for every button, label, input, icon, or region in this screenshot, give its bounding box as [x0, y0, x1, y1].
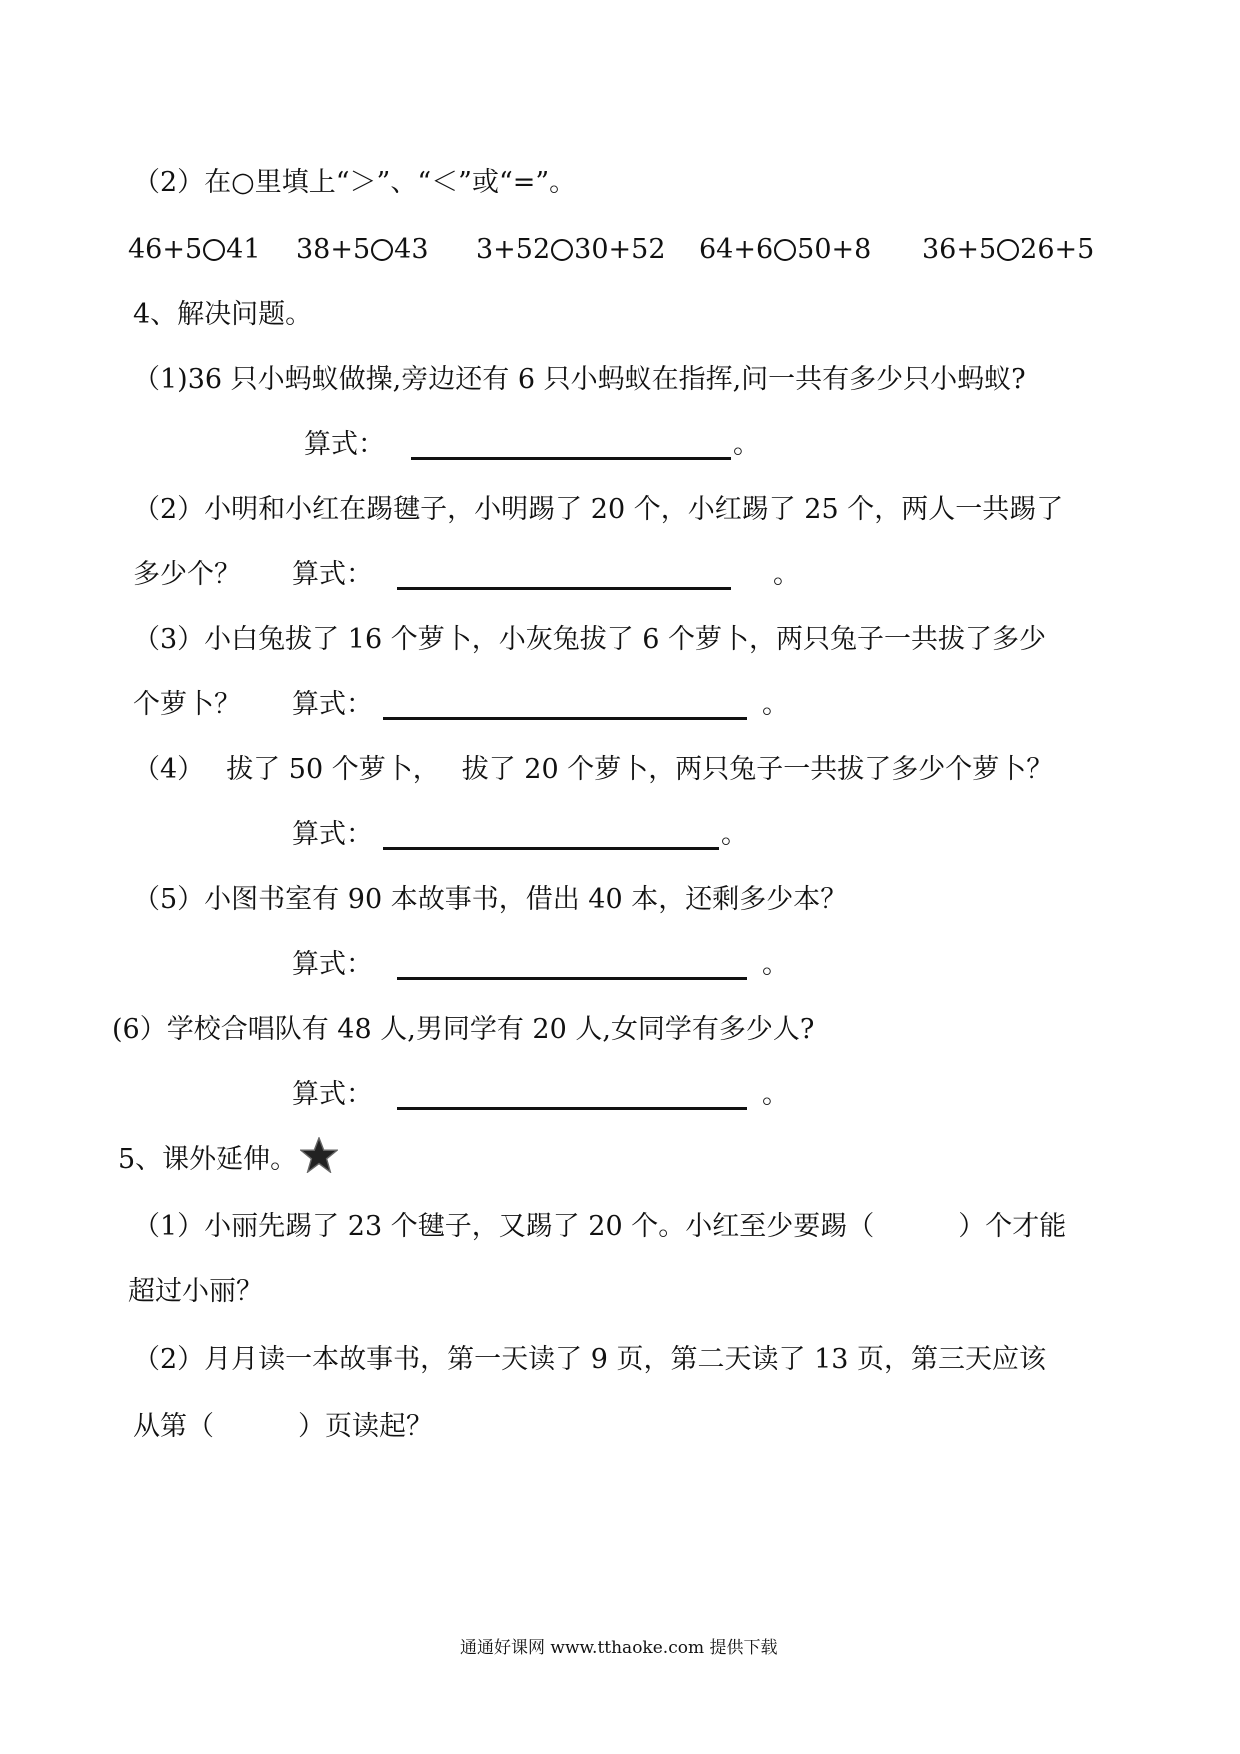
formula-period: 。 — [773, 559, 800, 590]
comparison-item: 3+52 30+52 — [476, 234, 666, 265]
section-heading-5: 5、课外延伸。 — [118, 1144, 298, 1175]
formula-answer-blank[interactable] — [397, 587, 731, 590]
comparison-item: 46+5 41 — [128, 234, 261, 265]
problem-1-text: （1)36 只小蚂蚁做操,旁边还有 6 只小蚂蚁在指挥,问一共有多少只小蚂蚁? — [133, 364, 1026, 395]
formula-label: 算式： — [292, 559, 373, 590]
problem-4-text: （4） 拔了 50 个萝卜， 拔了 20 个萝卜，两只兔子一共拔了多少个萝卜？ — [133, 754, 1054, 785]
answer-circle[interactable] — [371, 239, 393, 261]
problem-6-text: (6）学校合唱队有 48 人,男同学有 20 人,女同学有多少人? — [112, 1014, 815, 1045]
footer-text: 通通好课网 www.tthaoke.com 提供下载 — [460, 1638, 778, 1658]
formula-period: 。 — [762, 1079, 789, 1110]
problem-3-text-cont: 个萝卜？ — [133, 689, 241, 720]
answer-circle[interactable] — [551, 239, 573, 261]
formula-answer-blank[interactable] — [411, 457, 731, 460]
formula-label: 算式： — [292, 1079, 373, 1110]
formula-period: 。 — [762, 689, 789, 720]
formula-period: 。 — [721, 819, 748, 850]
formula-label: 算式： — [292, 949, 373, 980]
extension-2-text-cont: 从第（ ）页读起？ — [133, 1411, 433, 1442]
formula-label: 算式： — [292, 819, 373, 850]
formula-period: 。 — [762, 949, 789, 980]
formula-answer-blank[interactable] — [397, 977, 747, 980]
problem-3-text: （3）小白兔拔了 16 个萝卜，小灰兔拔了 6 个萝卜，两只兔子一共拔了多少 — [133, 624, 1047, 655]
formula-answer-blank[interactable] — [397, 1107, 747, 1110]
answer-circle[interactable] — [774, 239, 796, 261]
comparison-item: 38+5 43 — [296, 234, 429, 265]
extension-1-text-cont: 超过小丽？ — [128, 1276, 263, 1307]
answer-circle[interactable] — [203, 239, 225, 261]
extension-1-text: （1）小丽先踢了 23 个毽子，又踢了 20 个。小红至少要踢（ ）个才能 — [133, 1211, 1067, 1242]
formula-answer-blank[interactable] — [383, 717, 747, 720]
problem-5-text: （5）小图书室有 90 本故事书，借出 40 本，还剩多少本？ — [133, 884, 848, 915]
formula-label: 算式： — [292, 689, 373, 720]
formula-period: 。 — [733, 429, 760, 460]
extension-2-text: （2）月月读一本故事书，第一天读了 9 页，第二天读了 13 页，第三天应该 — [133, 1344, 1047, 1375]
section-heading-4: 4、解决问题。 — [133, 299, 313, 330]
star-icon — [300, 1137, 338, 1173]
answer-circle[interactable] — [997, 239, 1019, 261]
comparison-instruction: （2）在○里填上“＞”、“＜”或“=”。 — [133, 167, 577, 198]
formula-label: 算式： — [304, 429, 385, 460]
comparison-item: 64+6 50+8 — [699, 234, 872, 265]
problem-2-text: （2）小明和小红在踢毽子，小明踢了 20 个，小红踢了 25 个，两人一共踢了 — [133, 494, 1064, 525]
problem-2-text-cont: 多少个？ — [133, 559, 241, 590]
formula-answer-blank[interactable] — [383, 847, 719, 850]
comparison-item: 36+5 26+5 — [922, 234, 1095, 265]
